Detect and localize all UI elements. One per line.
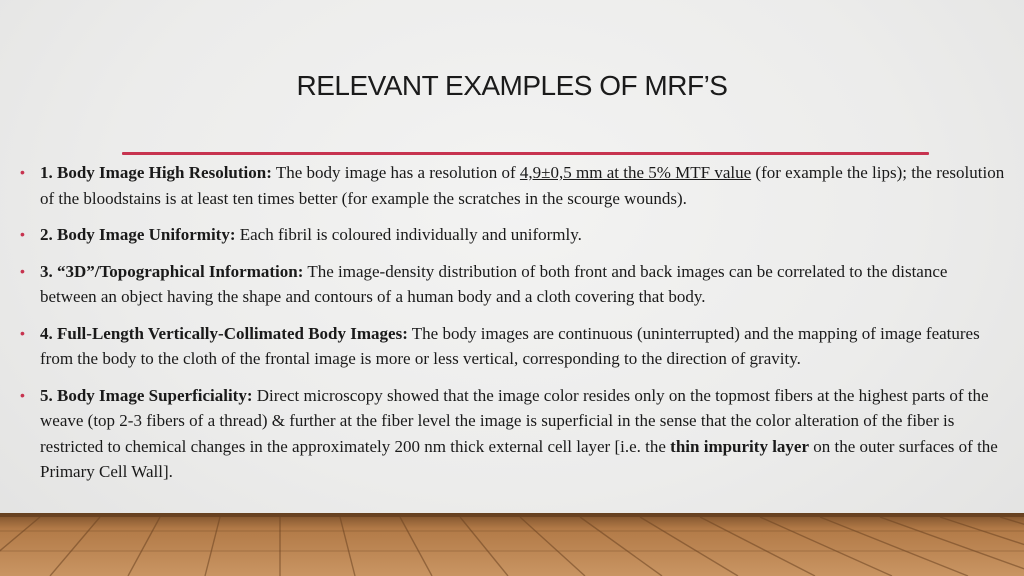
wood-floor-graphic — [0, 513, 1024, 576]
bullet-item-3 — [18, 259, 1008, 310]
bullet-text: on the outer surfaces of the Primary Cell Wall]. — [40, 436, 998, 481]
bullet-icon: • — [20, 262, 25, 279]
bullet-icon: • — [20, 324, 25, 341]
bullet-item-5 — [18, 383, 1008, 485]
bullet-heading: 2. Body Image Uniformity: — [40, 225, 236, 244]
underlined-text: 4,9±0,5 mm at the 5% MTF value — [519, 163, 752, 182]
slide-title: RELEVANT EXAMPLES OF MRF’S — [296, 70, 728, 101]
bullet-icon: • — [20, 226, 25, 242]
bullet-heading: 1. Body Image High Resolution: — [40, 163, 272, 182]
bullet-icon: • — [20, 386, 25, 403]
bullet-item-4 — [18, 321, 1008, 372]
bullet-list — [18, 160, 1008, 496]
bullet-icon: • — [20, 164, 25, 180]
wood-floor-decoration — [0, 513, 1024, 576]
title-divider — [122, 152, 929, 155]
bullet-item-2 — [18, 222, 1008, 248]
bullet-text: The body image has a resolution of — [271, 163, 520, 182]
bullet-heading: 4. Full-Length Vertically-Collimated Body Images: — [40, 323, 408, 343]
bullet-heading: 5. Body Image Superficiality: — [40, 385, 253, 405]
bullet-text: The body images are continuous (uninterrupted) and the mapping of image features from the body to the cloth of the frontal image is more or less vertical, corresponding to the direction of gravity. — [40, 323, 980, 368]
bullet-item-1 — [18, 160, 1008, 211]
bullet-text: Direct microscopy showed that the image color resides only on the topmost fibers at the highest parts of the weave (top 2-3 fibers of a thread) & further at the fiber level the image is superficial in the sense that the color alteration of the fiber is restricted to chemical changes in the approximately 200 nm thick external cell layer [i.e. the — [40, 385, 989, 456]
bullet-text: Each fibril is coloured individually and uniformly. — [235, 225, 582, 244]
bullet-heading: 3. “3D”/Topographical Information: — [40, 261, 304, 281]
bullet-text: The image-density distribution of both front and back images can be correlated to the distance between an object having the shape and contours of a human body and a cloth covering that body. — [40, 261, 948, 306]
bullet-text: (for example the lips); the resolution of the bloodstains is at least ten times better (for example the scratches in the scourge wounds). — [40, 163, 1005, 208]
bold-phrase: thin impurity layer — [670, 436, 810, 456]
